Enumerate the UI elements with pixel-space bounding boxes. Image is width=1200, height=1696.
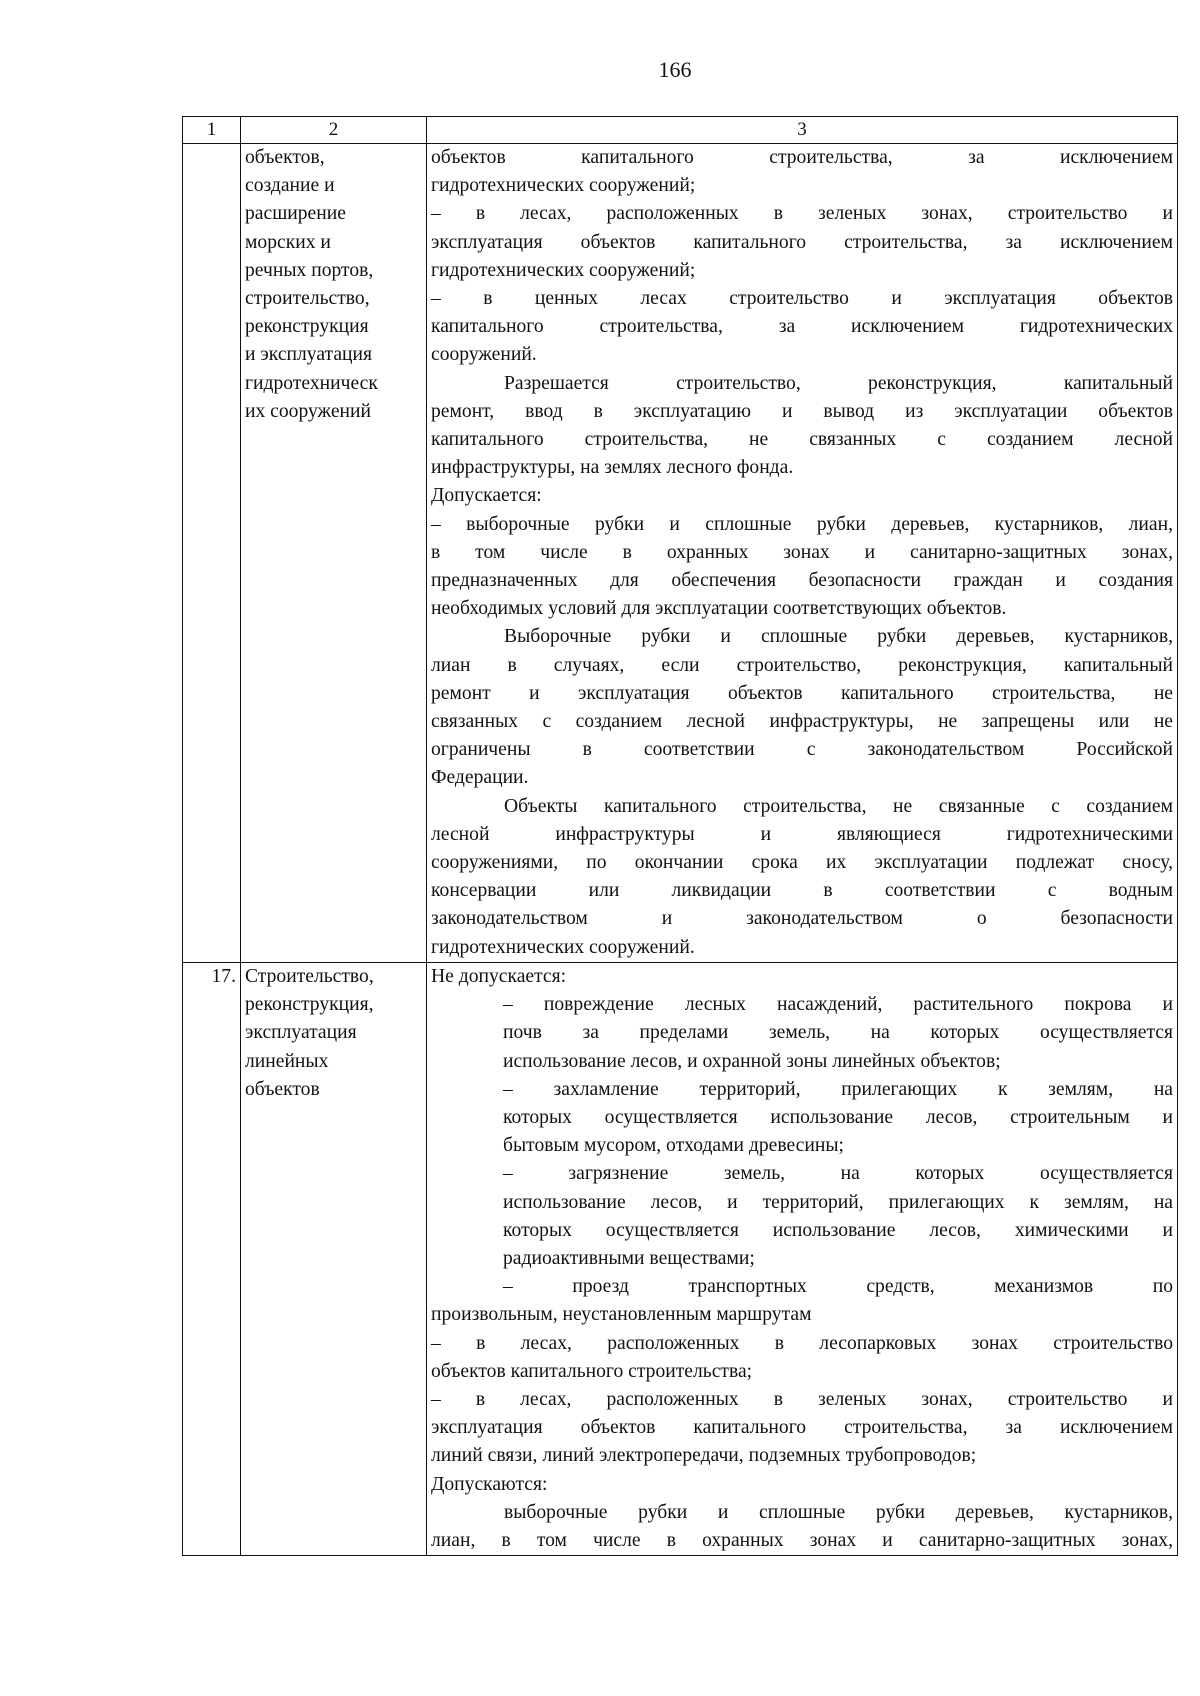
text-line: эксплуатация объектов капитального строительства, за исключением <box>431 231 1173 253</box>
text-line: законодательством и законодательством о безопасности <box>431 908 1173 930</box>
regulation-table <box>182 116 1178 1556</box>
text-line: консервации или ликвидации в соответствии с водным <box>431 880 1173 902</box>
text-line: объектов капитального строительства; <box>431 1360 753 1382</box>
requirements-cell <box>427 962 1178 1555</box>
text-line: создание и <box>245 175 335 197</box>
text-line: – проезд транспортных средств, механизмов по <box>503 1276 1173 1298</box>
text-line: в том числе в охранных зонах и санитарно-защитных зонах, <box>431 541 1173 563</box>
text-line: эксплуатация объектов капитального строительства, за исключением <box>431 1417 1173 1439</box>
text-line: капитального строительства, не связанных с созданием лесной <box>431 429 1173 451</box>
text-line: – в ценных лесах строительство и эксплуатация объектов <box>431 288 1173 310</box>
text-line: – захламление территорий, прилегающих к землям, на <box>503 1078 1173 1100</box>
requirements-cell <box>427 144 1178 963</box>
text-line: Федерации. <box>431 767 529 789</box>
text-line: Строительство, <box>245 965 374 987</box>
text-line: Разрешается строительство, реконструкция, капитальный <box>504 372 1173 394</box>
table-header-row <box>183 117 1178 144</box>
text-line: морских и <box>245 231 331 253</box>
text-line: ремонт, ввод в эксплуатацию и вывод из эксплуатации объектов <box>431 400 1173 422</box>
requirements-text <box>431 144 1173 962</box>
text-line: – в лесах, расположенных в лесопарковых зонах строительство <box>431 1332 1173 1354</box>
text-line: радиоактивными веществами; <box>503 1247 755 1269</box>
text-line: выборочные рубки и сплошные рубки деревьев, кустарников, <box>504 1501 1173 1523</box>
text-line: Не допускается: <box>431 965 567 987</box>
text-line: предназначенных для обеспечения безопасности граждан и создания <box>431 570 1173 592</box>
text-line: эксплуатация <box>245 1022 357 1044</box>
text-line: – загрязнение земель, на которых осуществляется <box>503 1163 1173 1185</box>
text-line: капитального строительства, за исключением гидротехнических <box>431 316 1173 338</box>
text-line: связанных с созданием лесной инфраструктуры, не запрещены или не <box>431 711 1173 733</box>
page-number: 166 <box>658 57 692 82</box>
text-line: речных портов, <box>245 259 374 281</box>
column-header-2: 2 <box>241 117 427 144</box>
text-line: – повреждение лесных насаждений, растительного покрова и <box>503 994 1173 1016</box>
text-line: гидротехнических сооружений. <box>431 936 695 958</box>
text-line: гидротехническ <box>245 372 378 394</box>
text-line: Объекты капитального строительства, не связанные с созданием <box>504 795 1173 817</box>
text-line: лесной инфраструктуры и являющиеся гидротехническими <box>431 823 1173 845</box>
text-line: – выборочные рубки и сплошные рубки деревьев, кустарников, лиан, <box>431 513 1173 535</box>
text-line: строительство, <box>245 288 370 310</box>
activity-name <box>245 963 422 1104</box>
text-line: инфраструктуры, на землях лесного фонда. <box>431 457 794 479</box>
text-line: почв за пределами земель, на которых осуществляется <box>503 1022 1173 1044</box>
text-line: гидротехнических сооружений; <box>431 259 696 281</box>
text-line: расширение <box>245 203 346 225</box>
text-line: объектов капитального строительства, за исключением <box>431 147 1173 168</box>
column-header-3: 3 <box>427 117 1178 144</box>
text-line: необходимых условий для эксплуатации соответствующих объектов. <box>431 598 1007 620</box>
text-line: сооружений. <box>431 344 537 366</box>
text-line: линий связи, линий электропередачи, подземных трубопроводов; <box>431 1445 977 1467</box>
text-line: объектов, <box>245 147 325 168</box>
text-line: – в лесах, расположенных в зеленых зонах, строительство и <box>431 1388 1173 1410</box>
text-line: лиан в случаях, если строительство, реконструкция, капитальный <box>431 654 1173 676</box>
requirements-text <box>431 963 1173 1555</box>
activity-name <box>245 144 422 426</box>
text-line: которых осуществляется использование лесов, химическими и <box>503 1219 1173 1241</box>
activity-name-cell <box>241 962 427 1555</box>
text-line: и эксплуатация <box>245 344 372 366</box>
table-row <box>183 962 1178 1555</box>
column-header-1: 1 <box>183 117 241 144</box>
text-line: объектов <box>245 1078 320 1100</box>
table-row <box>183 144 1178 963</box>
text-line: их сооружений <box>245 400 371 422</box>
text-line: лиан, в том числе в охранных зонах и санитарно-защитных зонах, <box>431 1529 1173 1551</box>
row-number <box>183 144 241 963</box>
text-line: ограничены в соответствии с законодательством Российской <box>431 739 1173 761</box>
activity-name-cell <box>241 144 427 963</box>
text-line: реконструкция, <box>245 994 374 1016</box>
text-line: бытовым мусором, отходами древесины; <box>503 1135 844 1157</box>
text-line: произвольным, неустановленным маршрутам <box>431 1304 812 1326</box>
text-line: сооружениями, по окончании срока их эксплуатации подлежат сносу, <box>431 852 1173 874</box>
row-number: 17. <box>183 962 241 1555</box>
text-line: использование лесов, и охранной зоны линейных объектов; <box>503 1050 1001 1072</box>
text-line: реконструкция <box>245 316 369 338</box>
text-line: – в лесах, расположенных в зеленых зонах, строительство и <box>431 203 1173 225</box>
text-line: гидротехнических сооружений; <box>431 175 696 197</box>
text-line: линейных <box>245 1050 329 1072</box>
text-line: ремонт и эксплуатация объектов капитального строительства, не <box>431 682 1173 704</box>
text-line: которых осуществляется использование лесов, строительным и <box>503 1106 1173 1128</box>
text-line: Допускается: <box>431 485 542 507</box>
text-line: Выборочные рубки и сплошные рубки деревьев, кустарников, <box>504 626 1173 648</box>
text-line: Допускаются: <box>431 1473 548 1495</box>
text-line: использование лесов, и территорий, прилегающих к землям, на <box>503 1191 1173 1213</box>
